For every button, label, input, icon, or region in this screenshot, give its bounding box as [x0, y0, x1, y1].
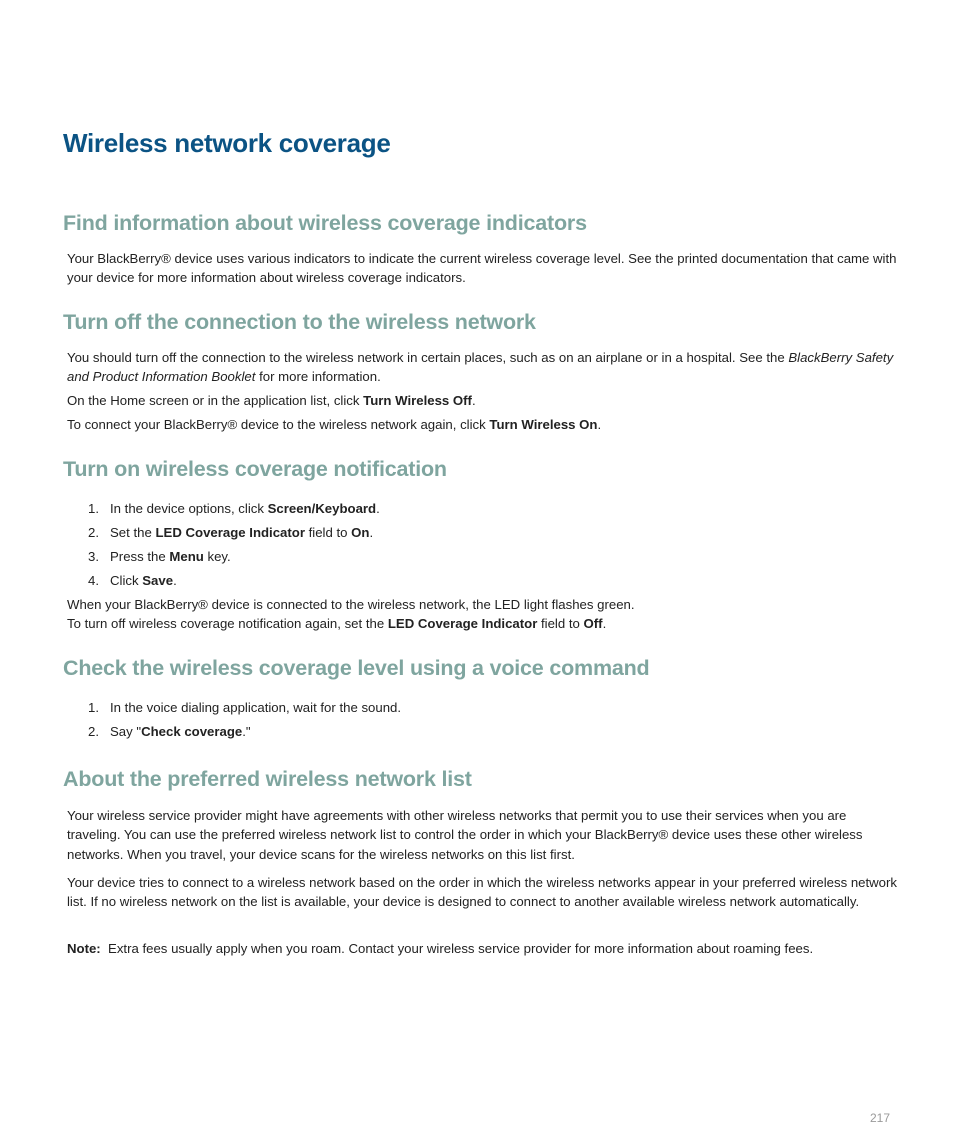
heading-coverage-notification: Turn on wireless coverage notification	[63, 457, 447, 481]
turn-off-paragraph: You should turn off the connection to the wireless network in certain places, such as on an airplane or in a hospital. See the BlackBerry Safety and Product Information Booklet for more information.	[67, 350, 894, 385]
turn-wireless-off-label: Turn Wireless Off	[363, 393, 472, 408]
list-item: 3. Press the Menu key.	[88, 549, 231, 564]
notification-result-text: When your BlackBerry® device is connected to the wireless network, the LED light flashes green.	[67, 597, 635, 612]
list-item: 2. Set the LED Coverage Indicator field to On.	[88, 525, 374, 540]
list-item: 4. Click Save.	[88, 573, 177, 588]
notification-off-text: To turn off wireless coverage notification again, set the LED Coverage Indicator field to Off.	[67, 616, 607, 631]
list-item: 1. In the device options, click Screen/Keyboard.	[88, 501, 380, 516]
heading-turn-off-connection: Turn off the connection to the wireless network	[63, 310, 536, 334]
turn-off-instruction: On the Home screen or in the application list, click Turn Wireless Off.	[67, 393, 476, 408]
list-item: 2. Say "Check coverage."	[88, 724, 251, 739]
heading-preferred-network-list: About the preferred wireless network list	[63, 767, 472, 791]
roaming-note: Note: Extra fees usually apply when you roam. Contact your wireless service provider for more information about roaming fees.	[67, 941, 814, 956]
list-item: 1. In the voice dialing application, wait for the sound.	[88, 700, 402, 715]
preferred-paragraph-2: Your device tries to connect to a wireless network based on the order in which the wireless networks appear in your preferred wireless network list. If no wireless network on the list is available, your device is designed to connect to another available wireless network automatically.	[67, 875, 897, 910]
turn-on-instruction: To connect your BlackBerry® device to the wireless network again, click Turn Wireless On.	[67, 417, 602, 432]
note-label: Note:	[67, 941, 101, 956]
heading-voice-command: Check the wireless coverage level using a voice command	[63, 656, 650, 680]
page-title: Wireless network coverage	[63, 128, 391, 158]
page-number: 217	[869, 1111, 890, 1125]
preferred-paragraph-1: Your wireless service provider might have agreements with other wireless networks that permit you to use their services when you are traveling. You can use the preferred wireless network list to control the order in which your BlackBerry® device uses these other wireless networks. When you travel, your device scans for the wireless networks on this list first.	[67, 808, 863, 862]
turn-wireless-on-label: Turn Wireless On	[489, 417, 598, 432]
find-paragraph: Your BlackBerry® device uses various indicators to indicate the current wireless coverage level. See the printed documentation that came with your device for more information about wireless coverage indicators.	[67, 251, 897, 286]
heading-find-coverage-indicators: Find information about wireless coverage indicators	[63, 211, 587, 235]
